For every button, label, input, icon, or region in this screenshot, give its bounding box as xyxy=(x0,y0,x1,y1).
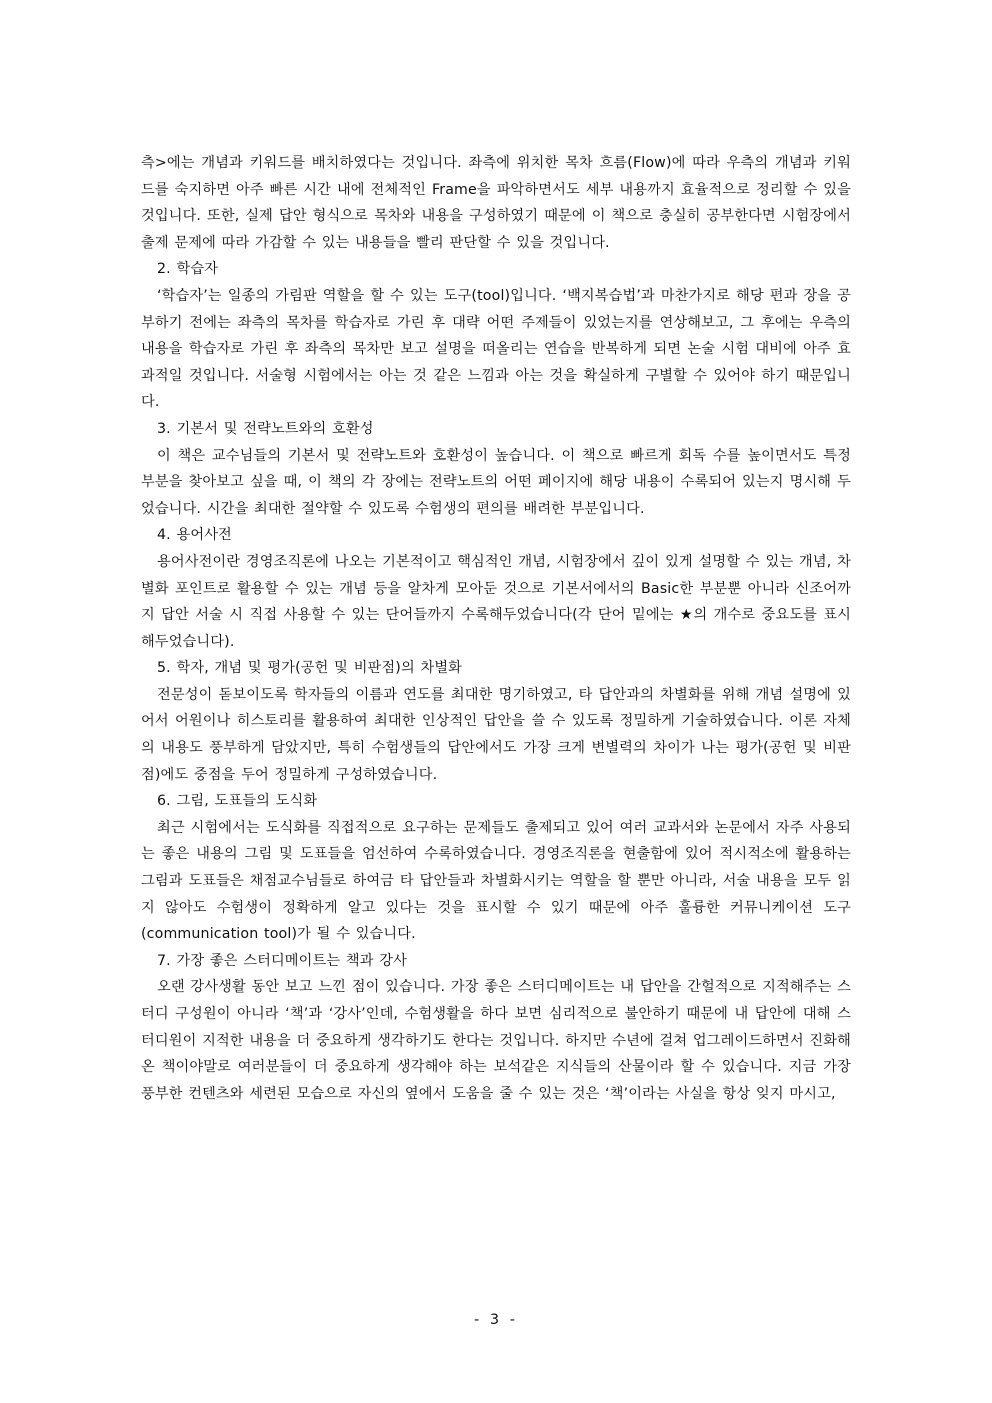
section-heading-compatibility: 3. 기본서 및 전략노트와의 호환성 xyxy=(157,420,374,437)
intro-paragraph: 측>에는 개념과 키워드를 배치하였다는 것입니다. 좌측에 위치한 목차 흐름(Flow)에 따라 우측의 개념과 키워드를 숙지하면 아주 빠른 시간 내에 전체적인 Frame을 파악하면서도 세부 내용까지 효율적으로 정리할 수 있을 것입니다. 또한, 실제 답안 형식으로 목차와 내용을 구성하였기 때문에 이 책으로 충실히 공부한다면 시험장에서 출제 문제에 따라 가감할 수 있는 내용들을 빨리 판단할 수 있을 것입니다. xyxy=(141,155,851,251)
section-body-glossary: 용어사전이란 경영조직론에 나오는 기본적이고 핵심적인 개념, 시험장에서 깊이 있게 설명할 수 있는 개념, 차별화 포인트로 활용할 수 있는 개념 등을 알차게 모아둔 것으로 기본서에서의 Basic한 부분뿐 아니라 신조어까지 답안 서술 시 직접 사용할 수 있는 단어들까지 수록해두었습니다(각 단어 밑에는 ★의 개수로 중요도를 표시해두었습니다). xyxy=(141,553,851,650)
document-body xyxy=(141,150,851,1107)
section-heading-learner: 2. 학습자 xyxy=(157,261,219,278)
section-heading-differentiation: 5. 학자, 개념 및 평가(공헌 및 비판점)의 차별화 xyxy=(157,660,463,677)
section-body-studymate: 오랜 강사생활 동안 보고 느낀 점이 있습니다. 가장 좋은 스터디메이트는 내 답안을 간헐적으로 지적해주는 스터디 구성원이 아니라 ‘책’과 ‘강사’인데, 수험생활을 하다 보면 심리적으로 불안하기 때문에 내 답안에 대해 스터디원이 지적한 내용을 더 중요하게 생각하기도 한다는 것입니다. 하지만 수년에 걸쳐 업그레이드하면서 진화해온 책이야말로 여러분들이 더 중요하게 생각해야 하는 보석같은 지식들의 산물이라 할 수 있습니다. 지금 가장 풍부한 컨텐츠와 세련된 모습으로 자신의 옆에서 도움을 줄 수 있는 것은 ‘책’이라는 사실을 항상 잊지 마시고, xyxy=(141,979,851,1102)
section-body-diagrams: 최근 시험에서는 도식화를 직접적으로 요구하는 문제들도 출제되고 있어 여러 교과서와 논문에서 자주 사용되는 좋은 내용의 그림 및 도표들을 엄선하여 수록하였습니다. 경영조직론을 현출함에 있어 적시적소에 활용하는 그림과 도표들은 채점교수님들로 하여금 타 답안들과 차별화시키는 역할을 할 뿐만 아니라, 서술 내용을 모두 읽지 않아도 수험생이 정확하게 알고 있다는 것을 표시할 수 있기 때문에 아주 훌륭한 커뮤니케이션 도구(communication tool)가 될 수 있습니다. xyxy=(141,819,851,943)
section-body-learner: ‘학습자’는 일종의 가림판 역할을 할 수 있는 도구(tool)입니다. ‘백지복습법’과 마찬가지로 해당 편과 장을 공부하기 전에는 좌측의 목차를 학습자로 가린 후 대략 어떤 주제들이 있었는지를 연상해보고, 그 후에는 우측의 내용을 학습자로 가린 후 좌측의 목차만 보고 설명을 떠올리는 연습을 반복하게 되면 논술 시험 대비에 아주 효과적일 것입니다. 서술형 시험에서는 아는 것 같은 느낌과 아는 것을 확실하게 구별할 수 있어야 하기 때문입니다. xyxy=(141,287,851,411)
page-number: - 3 - xyxy=(474,1312,518,1328)
section-heading-diagrams: 6. 그림, 도표들의 도식화 xyxy=(157,793,318,810)
section-heading-studymate: 7. 가장 좋은 스터디메이트는 책과 강사 xyxy=(157,952,407,969)
section-body-differentiation: 전문성이 돋보이도록 학자들의 이름과 연도를 최대한 명기하였고, 타 답안과의 차별화를 위해 개념 설명에 있어서 어원이나 히스토리를 활용하여 최대한 인상적인 답안을 쓸 수 있도록 정밀하게 기술하였습니다. 이론 자체의 내용도 풍부하게 담았지만, 특히 수험생들의 답안에서도 가장 크게 변별력의 차이가 나는 평가(공헌 및 비판점)에도 중점을 두어 정밀하게 구성하였습니다. xyxy=(141,686,851,783)
section-heading-glossary: 4. 용어사전 xyxy=(157,527,232,544)
section-body-compatibility: 이 책은 교수님들의 기본서 및 전략노트와 호환성이 높습니다. 이 책으로 빠르게 회독 수를 높이면서도 특정 부분을 찾아보고 싶을 때, 이 책의 각 장에는 전략노트의 어떤 페이지에 해당 내용이 수록되어 있는지 명시해 두었습니다. 시간을 최대한 절약할 수 있도록 수험생의 편의를 배려한 부분입니다. xyxy=(141,447,851,517)
